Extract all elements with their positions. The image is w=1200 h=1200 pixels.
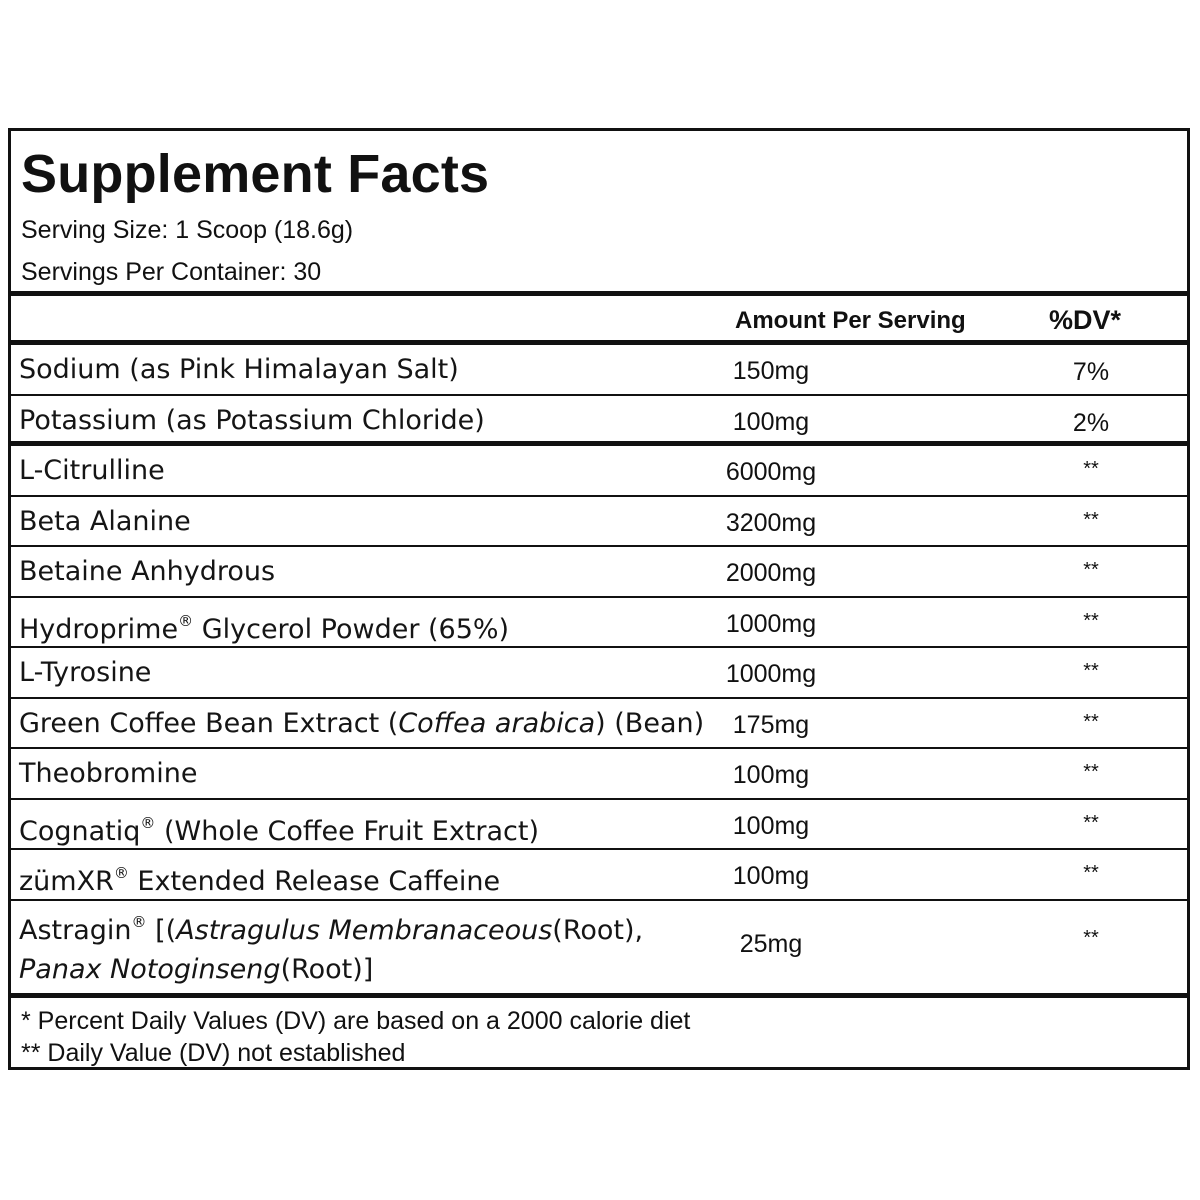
ingredient-amount: 100mg <box>732 761 810 789</box>
table-row <box>11 648 1187 699</box>
ingredient-name: Green Coffee Bean Extract (Coffea arabica) (Bean) <box>19 707 705 739</box>
ingredient-name: L-Tyrosine <box>19 657 152 688</box>
ingredient-amount: 1000mg <box>725 609 817 638</box>
table-row <box>11 800 1187 851</box>
ingredient-dv: ** <box>1083 761 1099 783</box>
ingredient-amount: 2000mg <box>725 559 817 587</box>
ingredient-table <box>11 345 1187 993</box>
footnote-not-established: ** Daily Value (DV) not established <box>21 1039 406 1067</box>
ingredient-dv: ** <box>1083 559 1099 581</box>
ingredient-dv: ** <box>1083 458 1099 480</box>
panel-title: Supplement Facts <box>21 144 490 204</box>
ingredient-dv: 7% <box>1072 358 1110 386</box>
ingredient-dv: ** <box>1083 811 1099 834</box>
ingredient-dv: ** <box>1083 862 1099 884</box>
ingredient-dv: ** <box>1083 508 1099 531</box>
table-row <box>11 345 1187 396</box>
footnote-dv: * Percent Daily Values (DV) are based on a 2000 calorie diet <box>21 1007 691 1035</box>
table-row <box>11 699 1187 750</box>
dv-column-header: %DV* <box>1049 305 1122 335</box>
servings-per-container: Servings Per Container: 30 <box>21 258 322 286</box>
ingredient-amount: 1000mg <box>725 660 817 688</box>
ingredient-dv: ** <box>1083 660 1099 682</box>
table-row <box>11 598 1187 649</box>
ingredient-name: Potassium (as Potassium Chloride) <box>19 404 485 436</box>
ingredient-amount: 6000mg <box>725 458 817 486</box>
amount-column-header: Amount Per Serving <box>735 307 966 334</box>
table-row <box>11 850 1187 901</box>
serving-size: Serving Size: 1 Scoop (18.6g) <box>21 216 354 244</box>
footnotes <box>11 993 1187 1067</box>
ingredient-amount: 100mg <box>732 811 810 840</box>
ingredient-name: Theobromine <box>19 758 198 789</box>
ingredient-name: Hydroprime® Glycerol Powder (65%) <box>19 611 510 645</box>
ingredient-name: L-Citrulline <box>19 455 165 486</box>
ingredient-dv: ** <box>1083 710 1099 733</box>
ingredient-name: zümXR® Extended Release Caffeine <box>19 864 501 897</box>
ingredient-amount: 25mg <box>739 929 803 958</box>
table-row <box>11 547 1187 598</box>
table-row <box>11 396 1187 447</box>
ingredient-dv: ** <box>1083 926 1099 949</box>
ingredient-dv: 2% <box>1072 408 1110 437</box>
ingredient-name: Cognatiq® (Whole Coffee Fruit Extract) <box>19 813 540 847</box>
table-row <box>11 901 1187 993</box>
column-header-row <box>11 297 1187 341</box>
ingredient-amount: 150mg <box>732 357 810 385</box>
ingredient-name: Sodium (as Pink Himalayan Salt) <box>19 354 459 385</box>
ingredient-amount: 100mg <box>732 407 810 436</box>
ingredient-amount: 100mg <box>732 862 810 890</box>
ingredient-name: Astragin® [(Astragulus Membranaceous(Root), Panax Notoginseng(Root)] <box>19 912 644 985</box>
ingredient-name: Betaine Anhydrous <box>19 556 276 587</box>
ingredient-amount: 3200mg <box>725 508 817 537</box>
table-row <box>11 446 1187 497</box>
ingredient-name: Beta Alanine <box>19 505 191 537</box>
ingredient-dv: ** <box>1083 609 1099 632</box>
table-row <box>11 497 1187 548</box>
supplement-facts-panel <box>8 128 1190 1070</box>
table-row <box>11 749 1187 800</box>
ingredient-amount: 175mg <box>732 710 810 739</box>
divider <box>11 291 1187 296</box>
